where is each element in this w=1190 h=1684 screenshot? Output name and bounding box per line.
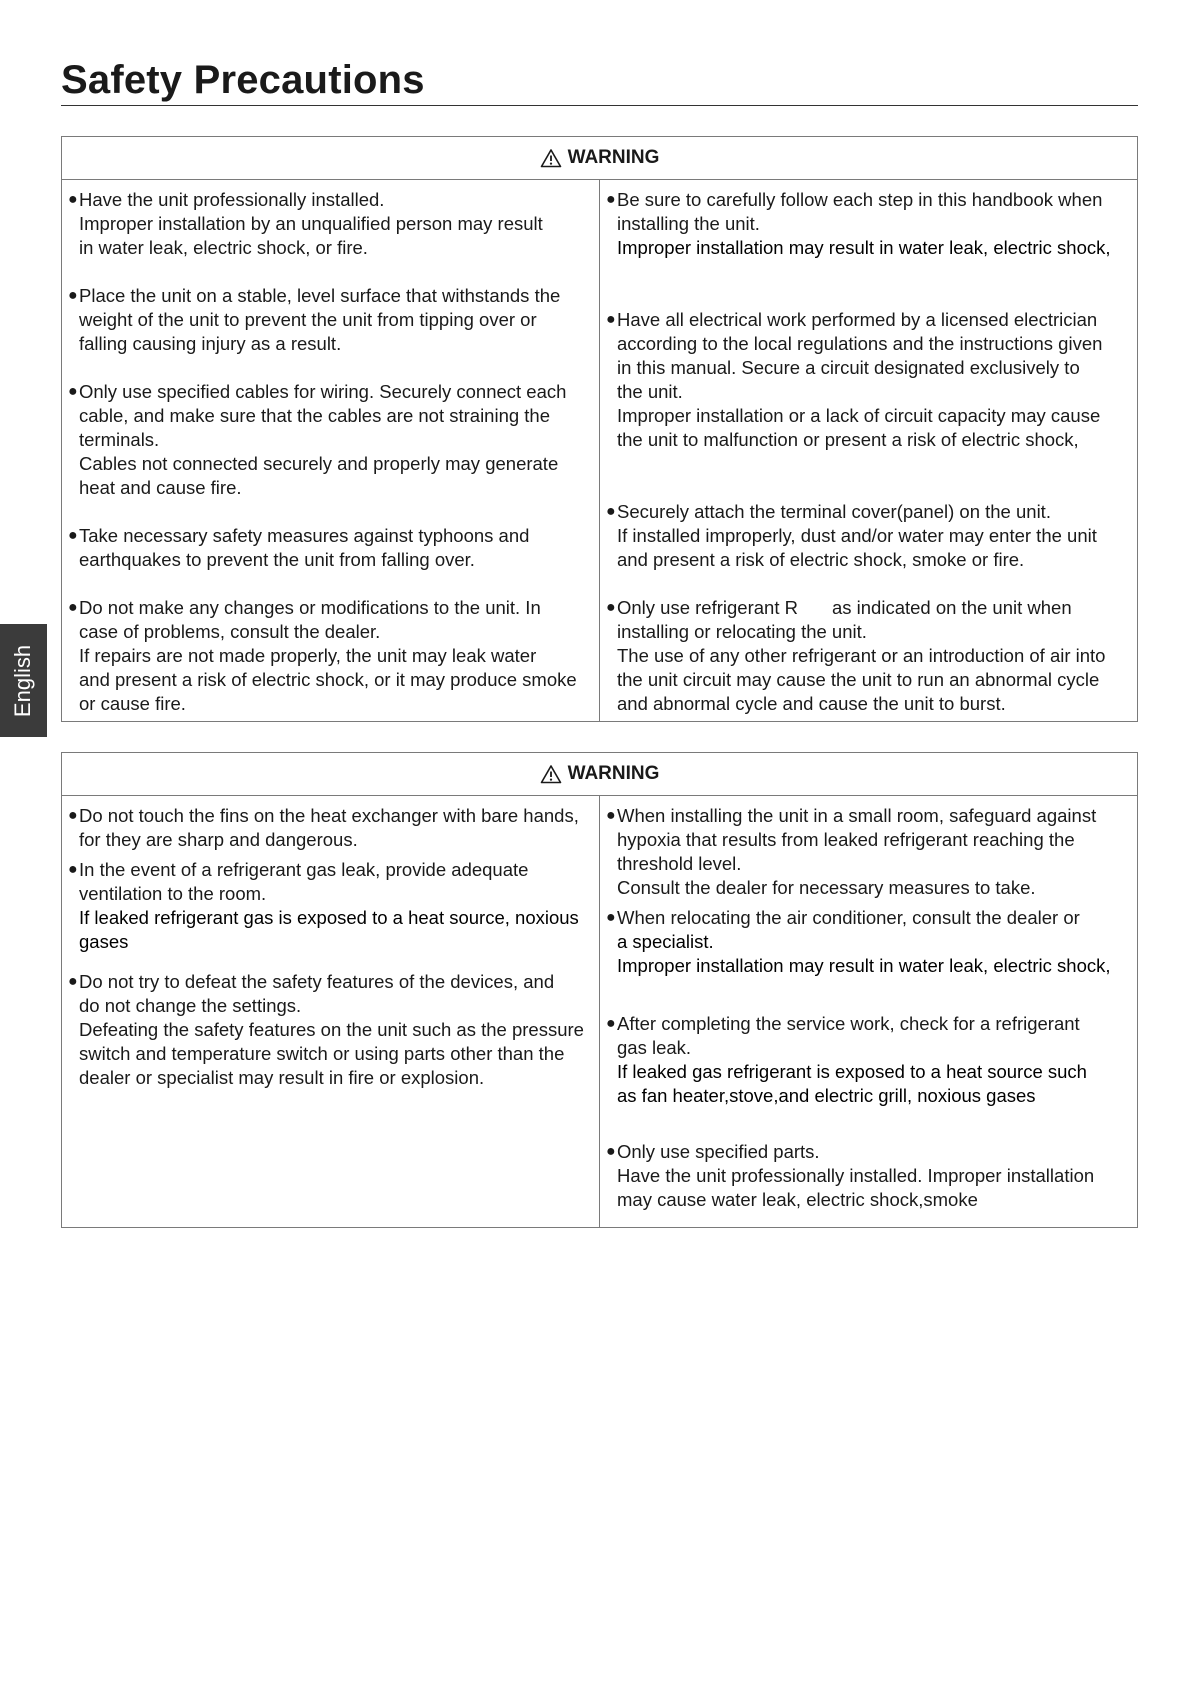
- warning-header-label: WARNING: [567, 763, 660, 784]
- item-line: Consult the dealer for necessary measures to take.: [617, 877, 1036, 898]
- item-line: Have the unit professionally installed. Improper installation: [617, 1165, 1095, 1186]
- warning-item: [604, 188, 1134, 260]
- item-line: gas leak.: [617, 1037, 692, 1058]
- warning-item: [66, 524, 596, 572]
- item-line: Have all electrical work performed by a licensed electrician: [617, 309, 1098, 330]
- warning-item: [604, 308, 1134, 452]
- bullet-icon: ●: [606, 311, 616, 328]
- item-line: Securely attach the terminal cover(panel) on the unit.: [617, 501, 1051, 522]
- item-line: If leaked gas refrigerant is exposed to a heat source such: [617, 1061, 1087, 1082]
- warning-item: [66, 380, 596, 500]
- item-line: case of problems, consult the dealer.: [79, 621, 381, 642]
- bullet-icon: ●: [606, 191, 616, 208]
- bullet-icon: ●: [606, 1015, 616, 1032]
- warning-triangle-icon: [540, 148, 562, 168]
- warning-item: [604, 804, 1134, 900]
- item-line: If repairs are not made properly, the unit may leak water: [79, 645, 537, 666]
- bullet-icon: ●: [68, 807, 78, 824]
- item-line: earthquakes to prevent the unit from falling over.: [79, 549, 475, 570]
- bullet-icon: ●: [68, 599, 78, 616]
- item-line: Cables not connected securely and properly may generate: [79, 453, 559, 474]
- item-line: and present a risk of electric shock, or it may produce smoke: [79, 669, 577, 690]
- warning-triangle-icon: [540, 764, 562, 784]
- warning-item: [66, 858, 596, 954]
- item-line: Only use specified parts.: [617, 1141, 820, 1162]
- item-line: Take necessary safety measures against typhoons and: [79, 525, 530, 546]
- item-line: falling causing injury as a result.: [79, 333, 342, 354]
- item-line: in water leak, electric shock, or fire.: [79, 237, 368, 258]
- warning-box-2: [61, 752, 1138, 1228]
- item-line: as fan heater,stove,and electric grill, noxious gases: [617, 1085, 1036, 1106]
- warning-header-1: [62, 137, 1137, 180]
- bullet-icon: ●: [68, 861, 78, 878]
- item-line: After completing the service work, check for a refrigerant: [617, 1013, 1080, 1034]
- item-line: or cause fire.: [79, 693, 186, 714]
- refrigerant-text-before: Only use refrigerant R: [617, 597, 798, 618]
- warning-columns-1: [62, 180, 1137, 722]
- item-line: dealer or specialist may result in fire or explosion.: [79, 1067, 485, 1088]
- item-line: and abnormal cycle and cause the unit to burst.: [617, 693, 1006, 714]
- warning-box-1: [61, 136, 1138, 722]
- bullet-icon: ●: [606, 503, 616, 520]
- item-line: gases: [79, 931, 129, 952]
- item-line: Do not touch the fins on the heat exchanger with bare hands,: [79, 805, 579, 826]
- item-line: heat and cause fire.: [79, 477, 242, 498]
- warning-item: [66, 596, 596, 716]
- bullet-icon: ●: [68, 287, 78, 304]
- language-side-tab: [0, 624, 47, 737]
- item-line: In the event of a refrigerant gas leak, provide adequate: [79, 859, 529, 880]
- item-line: cable, and make sure that the cables are not straining the: [79, 405, 551, 426]
- item-line: the unit to malfunction or present a risk of electric shock,: [617, 429, 1079, 450]
- item-line: according to the local regulations and the instructions given: [617, 333, 1103, 354]
- bullet-icon: ●: [68, 973, 78, 990]
- item-line: Place the unit on a stable, level surface that withstands the: [79, 285, 561, 306]
- item-line: and present a risk of electric shock, smoke or fire.: [617, 549, 1025, 570]
- bullet-icon: ●: [606, 807, 616, 824]
- column-divider: [599, 180, 600, 722]
- warning-item: [604, 906, 1134, 978]
- warning-header-label: WARNING: [567, 147, 660, 168]
- bullet-icon: ●: [606, 599, 616, 616]
- bullet-icon: ●: [606, 909, 616, 926]
- item-line: If installed improperly, dust and/or water may enter the unit: [617, 525, 1097, 546]
- item-line: If leaked refrigerant gas is exposed to a heat source, noxious: [79, 907, 579, 928]
- language-label: English: [10, 644, 36, 717]
- bullet-icon: ●: [68, 527, 78, 544]
- item-line: Do not make any changes or modifications to the unit. In: [79, 597, 541, 618]
- bullet-icon: ●: [68, 191, 78, 208]
- item-line: the unit circuit may cause the unit to run an abnormal cycle: [617, 669, 1100, 690]
- item-line: for they are sharp and dangerous.: [79, 829, 358, 850]
- warning-item: [604, 596, 1134, 716]
- warning-item: [66, 284, 596, 356]
- item-line: Be sure to carefully follow each step in this handbook when: [617, 189, 1103, 210]
- item-line: [604, 596, 1134, 620]
- item-line: When relocating the air conditioner, consult the dealer or: [617, 907, 1080, 928]
- item-line: Improper installation by an unqualified person may result: [79, 213, 543, 234]
- item-line: Improper installation may result in water leak, electric shock,: [617, 955, 1111, 976]
- item-line: weight of the unit to prevent the unit from tipping over or: [79, 309, 537, 330]
- item-line: a specialist.: [617, 931, 714, 952]
- item-line: in this manual. Secure a circuit designated exclusively to: [617, 357, 1080, 378]
- item-line: ventilation to the room.: [79, 883, 267, 904]
- item-line: Have the unit professionally installed.: [79, 189, 385, 210]
- bullet-icon: ●: [606, 1143, 616, 1160]
- item-line: do not change the settings.: [79, 995, 302, 1016]
- warning-item: [66, 188, 596, 260]
- item-line: terminals.: [79, 429, 160, 450]
- bullet-icon: ●: [68, 383, 78, 400]
- refrigerant-text-after: as indicated on the unit when: [831, 597, 1072, 618]
- warning-header-2: [62, 753, 1137, 796]
- warning-item: [604, 1140, 1134, 1212]
- warning-item: [66, 970, 596, 1090]
- item-line: When installing the unit in a small room, safeguard against: [617, 805, 1097, 826]
- item-line: may cause water leak, electric shock,smoke: [617, 1189, 978, 1210]
- column-divider: [599, 796, 600, 1228]
- item-line: installing or relocating the unit.: [617, 621, 867, 642]
- item-line: Improper installation or a lack of circuit capacity may cause: [617, 405, 1101, 426]
- warning-columns-2: [62, 796, 1137, 1228]
- warning-item: [604, 500, 1134, 572]
- item-line: Improper installation may result in water leak, electric shock,: [617, 237, 1111, 258]
- item-line: hypoxia that results from leaked refrigerant reaching the: [617, 829, 1075, 850]
- item-line: Defeating the safety features on the unit such as the pressure: [79, 1019, 584, 1040]
- warning-item: [604, 1012, 1134, 1108]
- title-underline: [61, 105, 1138, 106]
- item-line: Do not try to defeat the safety features of the devices, and: [79, 971, 555, 992]
- item-line: Only use specified cables for wiring. Securely connect each: [79, 381, 567, 402]
- item-line: the unit.: [617, 381, 683, 402]
- item-line: switch and temperature switch or using parts other than the: [79, 1043, 565, 1064]
- item-line: threshold level.: [617, 853, 742, 874]
- warning-item: [66, 804, 596, 852]
- page-title: Safety Precautions: [61, 58, 425, 102]
- item-line: installing the unit.: [617, 213, 760, 234]
- item-line: The use of any other refrigerant or an introduction of air into: [617, 645, 1106, 666]
